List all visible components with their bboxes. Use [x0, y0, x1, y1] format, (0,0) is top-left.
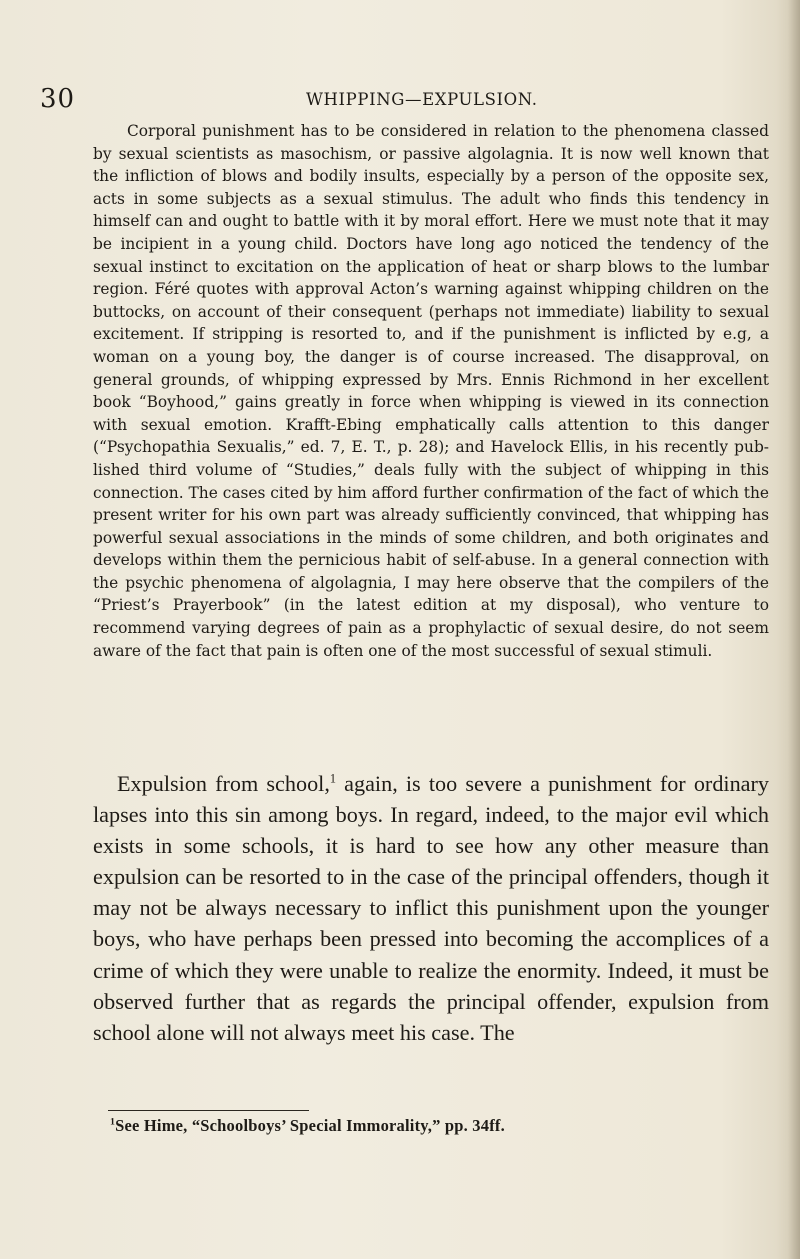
- footnote-rule: [108, 1110, 309, 1111]
- footnote-text: See Hime, “Schoolboys’ Special Immorality,” pp. 34ff.: [115, 1116, 505, 1135]
- running-head: WHIPPING—EXPULSION.: [306, 90, 538, 109]
- paragraph-corporal-punishment: Corporal punishment has to be considered in relation to the phenomena classed by sexual scientists as masochism, or passive algolagnia. It is now well known that the infliction of blows and bodily insults, especially by a person of the opposite sex, acts in some subjects as a sexual stimulus. The adult who finds this tendency in himself can and ought to battle with it by moral effort. Here we must note that it may be incipient in a young child. Doctors have long ago noticed the tendency of the sexual instinct to excitation on the application of heat or sharp blows to the lumbar region. Féré quotes with approval Acton’s warning against whipping children on the buttocks, on account of their consequent (perhaps not immediate) liability to sexual excitement. If stripping is resorted to, and if the punishment is inflicted by e.g, a woman on a young boy, the danger is of course increased. The disapproval, on general grounds, of whipping expressed by Mrs. Ennis Richmond in her excellent book “Boyhood,” gains greatly in force when whipping is viewed in its connection with sexual emotion. Krafft-Ebing emphatically calls attention to this danger (“Psychopathia Sexualis,” ed. 7, E. T., p. 28); and Havelock Ellis, in his recently published third volume of “Studies,” deals fully with the subject of whipping in this connection. The cases cited by him afford further confirmation of the fact of which the present writer for his own part was already sufficiently convinced, that whipping has powerful sexual associations in the minds of some children, and both originates and develops within them the pernicious habit of self-abuse. In a general connection with the psychic phenomena of algolagnia, I may here observe that the compilers of the “Priest’s Prayerbook” (in the latest edition at my disposal), who venture to recommend varying degrees of pain as a prophylactic of sexual desire, do not seem aware of the fact that pain is often one of the most successful of sexual stimuli.: [93, 122, 769, 660]
- page-edge-shadow: [788, 0, 800, 1259]
- footnote: [110, 1116, 505, 1136]
- expulsion-text-rest: again, is too severe a punishment for ordinary lapses into this sin among boys. In regard, indeed, to the major evil which exists in some schools, it is hard to see how any other measure than expulsion can be resorted to in the case of the principal offenders, though it may not be always necessary to inflict this punishment upon the younger boys, who have perhaps been pressed into becoming the accomplices of a crime of which they were unable to realize the enormity. Indeed, it must be observed further that as regards the principal offender, expulsion from school alone will not always meet his case. The: [93, 771, 770, 1045]
- footnote-reference: 1: [329, 771, 336, 786]
- paragraph-expulsion: [93, 768, 769, 1048]
- expulsion-text-start: Expulsion from school,: [117, 771, 330, 796]
- footnote-marker: 1: [110, 1116, 116, 1128]
- page-number: 30: [40, 84, 76, 114]
